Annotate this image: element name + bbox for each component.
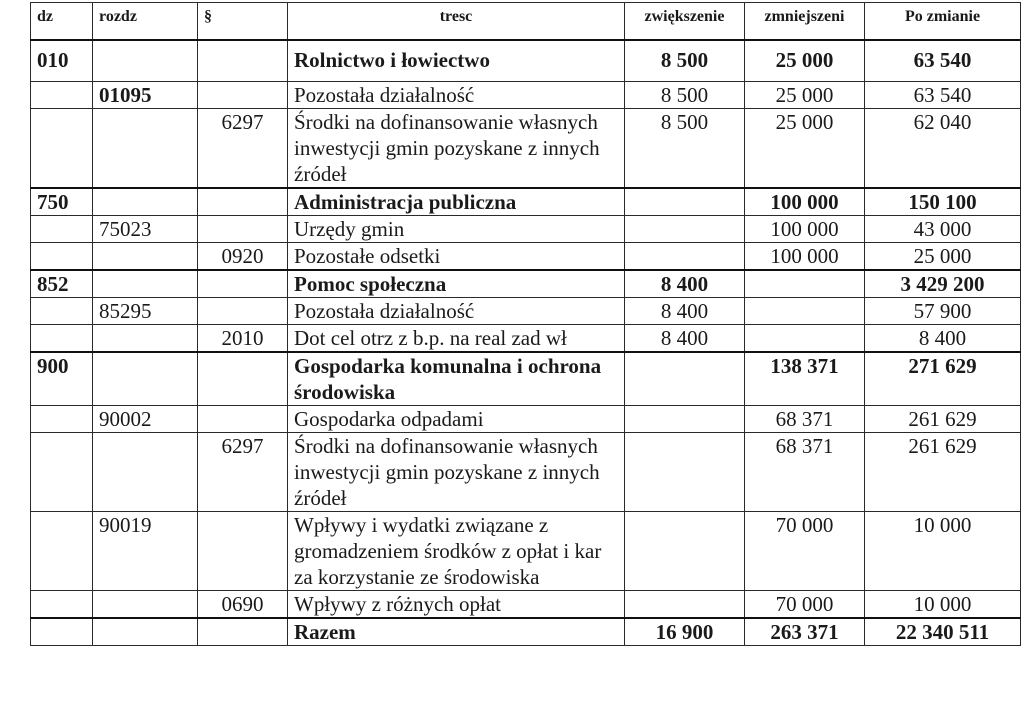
cell-tresc: Pomoc społeczna <box>288 270 625 298</box>
cell-paragraph: 0920 <box>198 243 288 271</box>
cell-zwiekszenie <box>625 216 745 243</box>
cell-zmniejszeni: 68 371 <box>745 406 865 433</box>
cell-zwiekszenie: 8 500 <box>625 40 745 82</box>
cell-po-zmianie: 62 040 <box>865 109 1021 189</box>
cell-zmniejszeni: 100 000 <box>745 216 865 243</box>
cell-paragraph <box>198 216 288 243</box>
cell-zmniejszeni: 138 371 <box>745 352 865 406</box>
cell-dz <box>31 618 93 646</box>
cell-zmniejszeni: 70 000 <box>745 591 865 619</box>
cell-dz <box>31 591 93 619</box>
cell-zwiekszenie <box>625 512 745 591</box>
cell-tresc: Środki na dofinansowanie własnych inwestycji gmin pozyskane z innych źródeł <box>288 109 625 189</box>
header-rozdz: rozdz <box>93 3 198 41</box>
table-row <box>31 591 1021 619</box>
table-row <box>31 270 1021 298</box>
cell-zwiekszenie: 8 400 <box>625 270 745 298</box>
table-row <box>31 298 1021 325</box>
cell-rozdz <box>93 40 198 82</box>
cell-zmniejszeni <box>745 325 865 353</box>
cell-rozdz <box>93 270 198 298</box>
cell-paragraph <box>198 298 288 325</box>
cell-tresc: Pozostałe odsetki <box>288 243 625 271</box>
cell-zwiekszenie: 8 400 <box>625 325 745 353</box>
cell-zwiekszenie <box>625 591 745 619</box>
cell-paragraph <box>198 40 288 82</box>
cell-po-zmianie: 43 000 <box>865 216 1021 243</box>
table-row <box>31 82 1021 109</box>
cell-tresc: Wpływy z różnych opłat <box>288 591 625 619</box>
cell-po-zmianie: 261 629 <box>865 406 1021 433</box>
cell-tresc: Środki na dofinansowanie własnych inwestycji gmin pozyskane z innych źródeł <box>288 433 625 512</box>
cell-paragraph <box>198 270 288 298</box>
cell-dz <box>31 512 93 591</box>
cell-paragraph <box>198 352 288 406</box>
table-row <box>31 40 1021 82</box>
cell-po-zmianie: 63 540 <box>865 82 1021 109</box>
total-row <box>31 618 1021 646</box>
cell-paragraph: 6297 <box>198 109 288 189</box>
cell-rozdz <box>93 325 198 353</box>
cell-dz <box>31 109 93 189</box>
cell-zwiekszenie: 8 500 <box>625 82 745 109</box>
cell-zwiekszenie <box>625 433 745 512</box>
cell-zmniejszeni: 25 000 <box>745 109 865 189</box>
budget-table <box>30 2 1021 646</box>
cell-rozdz <box>93 188 198 216</box>
cell-tresc: Pozostała działalność <box>288 298 625 325</box>
cell-rozdz: 75023 <box>93 216 198 243</box>
cell-po-zmianie: 63 540 <box>865 40 1021 82</box>
cell-zwiekszenie <box>625 352 745 406</box>
header-row <box>31 3 1021 41</box>
table-row <box>31 406 1021 433</box>
cell-paragraph: 6297 <box>198 433 288 512</box>
cell-rozdz: 01095 <box>93 82 198 109</box>
header-dz: dz <box>31 3 93 41</box>
cell-dz: 750 <box>31 188 93 216</box>
cell-po-zmianie: 3 429 200 <box>865 270 1021 298</box>
table-row <box>31 109 1021 189</box>
cell-tresc: Pozostała działalność <box>288 82 625 109</box>
cell-tresc: Dot cel otrz z b.p. na real zad wł <box>288 325 625 353</box>
header-zwiekszenie: zwiększenie <box>625 3 745 41</box>
cell-paragraph <box>198 82 288 109</box>
cell-po-zmianie: 57 900 <box>865 298 1021 325</box>
header-po-zmianie: Po zmianie <box>865 3 1021 41</box>
cell-dz <box>31 82 93 109</box>
table-row <box>31 188 1021 216</box>
cell-zwiekszenie: 8 500 <box>625 109 745 189</box>
cell-rozdz: 90019 <box>93 512 198 591</box>
cell-tresc: Wpływy i wydatki związane z gromadzeniem środków z opłat i kar za korzystanie ze środowiska <box>288 512 625 591</box>
cell-rozdz <box>93 433 198 512</box>
cell-zmniejszeni: 263 371 <box>745 618 865 646</box>
cell-dz: 010 <box>31 40 93 82</box>
cell-tresc: Urzędy gmin <box>288 216 625 243</box>
cell-tresc: Gospodarka odpadami <box>288 406 625 433</box>
cell-paragraph <box>198 188 288 216</box>
cell-zmniejszeni: 25 000 <box>745 82 865 109</box>
cell-dz: 852 <box>31 270 93 298</box>
cell-tresc: Administracja publiczna <box>288 188 625 216</box>
cell-rozdz <box>93 591 198 619</box>
cell-zmniejszeni: 25 000 <box>745 40 865 82</box>
cell-tresc: Razem <box>288 618 625 646</box>
header-tresc: tresc <box>288 3 625 41</box>
cell-rozdz: 85295 <box>93 298 198 325</box>
cell-zwiekszenie: 16 900 <box>625 618 745 646</box>
cell-rozdz <box>93 618 198 646</box>
cell-dz <box>31 406 93 433</box>
cell-po-zmianie: 8 400 <box>865 325 1021 353</box>
cell-rozdz <box>93 352 198 406</box>
cell-po-zmianie: 271 629 <box>865 352 1021 406</box>
cell-zmniejszeni <box>745 298 865 325</box>
cell-zmniejszeni <box>745 270 865 298</box>
cell-paragraph <box>198 618 288 646</box>
cell-rozdz <box>93 109 198 189</box>
table-row <box>31 325 1021 353</box>
cell-po-zmianie: 150 100 <box>865 188 1021 216</box>
cell-tresc: Gospodarka komunalna i ochrona środowiska <box>288 352 625 406</box>
cell-paragraph: 0690 <box>198 591 288 619</box>
cell-zwiekszenie <box>625 188 745 216</box>
cell-zwiekszenie <box>625 406 745 433</box>
cell-paragraph: 2010 <box>198 325 288 353</box>
cell-zwiekszenie <box>625 243 745 271</box>
table-row <box>31 243 1021 271</box>
table-row <box>31 352 1021 406</box>
cell-dz <box>31 216 93 243</box>
cell-zmniejszeni: 100 000 <box>745 188 865 216</box>
cell-dz <box>31 433 93 512</box>
cell-dz <box>31 243 93 271</box>
cell-zmniejszeni: 100 000 <box>745 243 865 271</box>
cell-dz <box>31 325 93 353</box>
cell-zmniejszeni: 70 000 <box>745 512 865 591</box>
cell-paragraph <box>198 406 288 433</box>
cell-zwiekszenie: 8 400 <box>625 298 745 325</box>
cell-po-zmianie: 10 000 <box>865 591 1021 619</box>
cell-po-zmianie: 22 340 511 <box>865 618 1021 646</box>
cell-dz: 900 <box>31 352 93 406</box>
table-row <box>31 216 1021 243</box>
cell-rozdz <box>93 243 198 271</box>
table-row <box>31 433 1021 512</box>
cell-zmniejszeni: 68 371 <box>745 433 865 512</box>
cell-tresc: Rolnictwo i łowiectwo <box>288 40 625 82</box>
cell-po-zmianie: 25 000 <box>865 243 1021 271</box>
header-zmniejszeni: zmniejszeni <box>745 3 865 41</box>
cell-dz <box>31 298 93 325</box>
cell-po-zmianie: 10 000 <box>865 512 1021 591</box>
table-row <box>31 512 1021 591</box>
header-paragraph: § <box>198 3 288 41</box>
cell-po-zmianie: 261 629 <box>865 433 1021 512</box>
cell-rozdz: 90002 <box>93 406 198 433</box>
cell-paragraph <box>198 512 288 591</box>
